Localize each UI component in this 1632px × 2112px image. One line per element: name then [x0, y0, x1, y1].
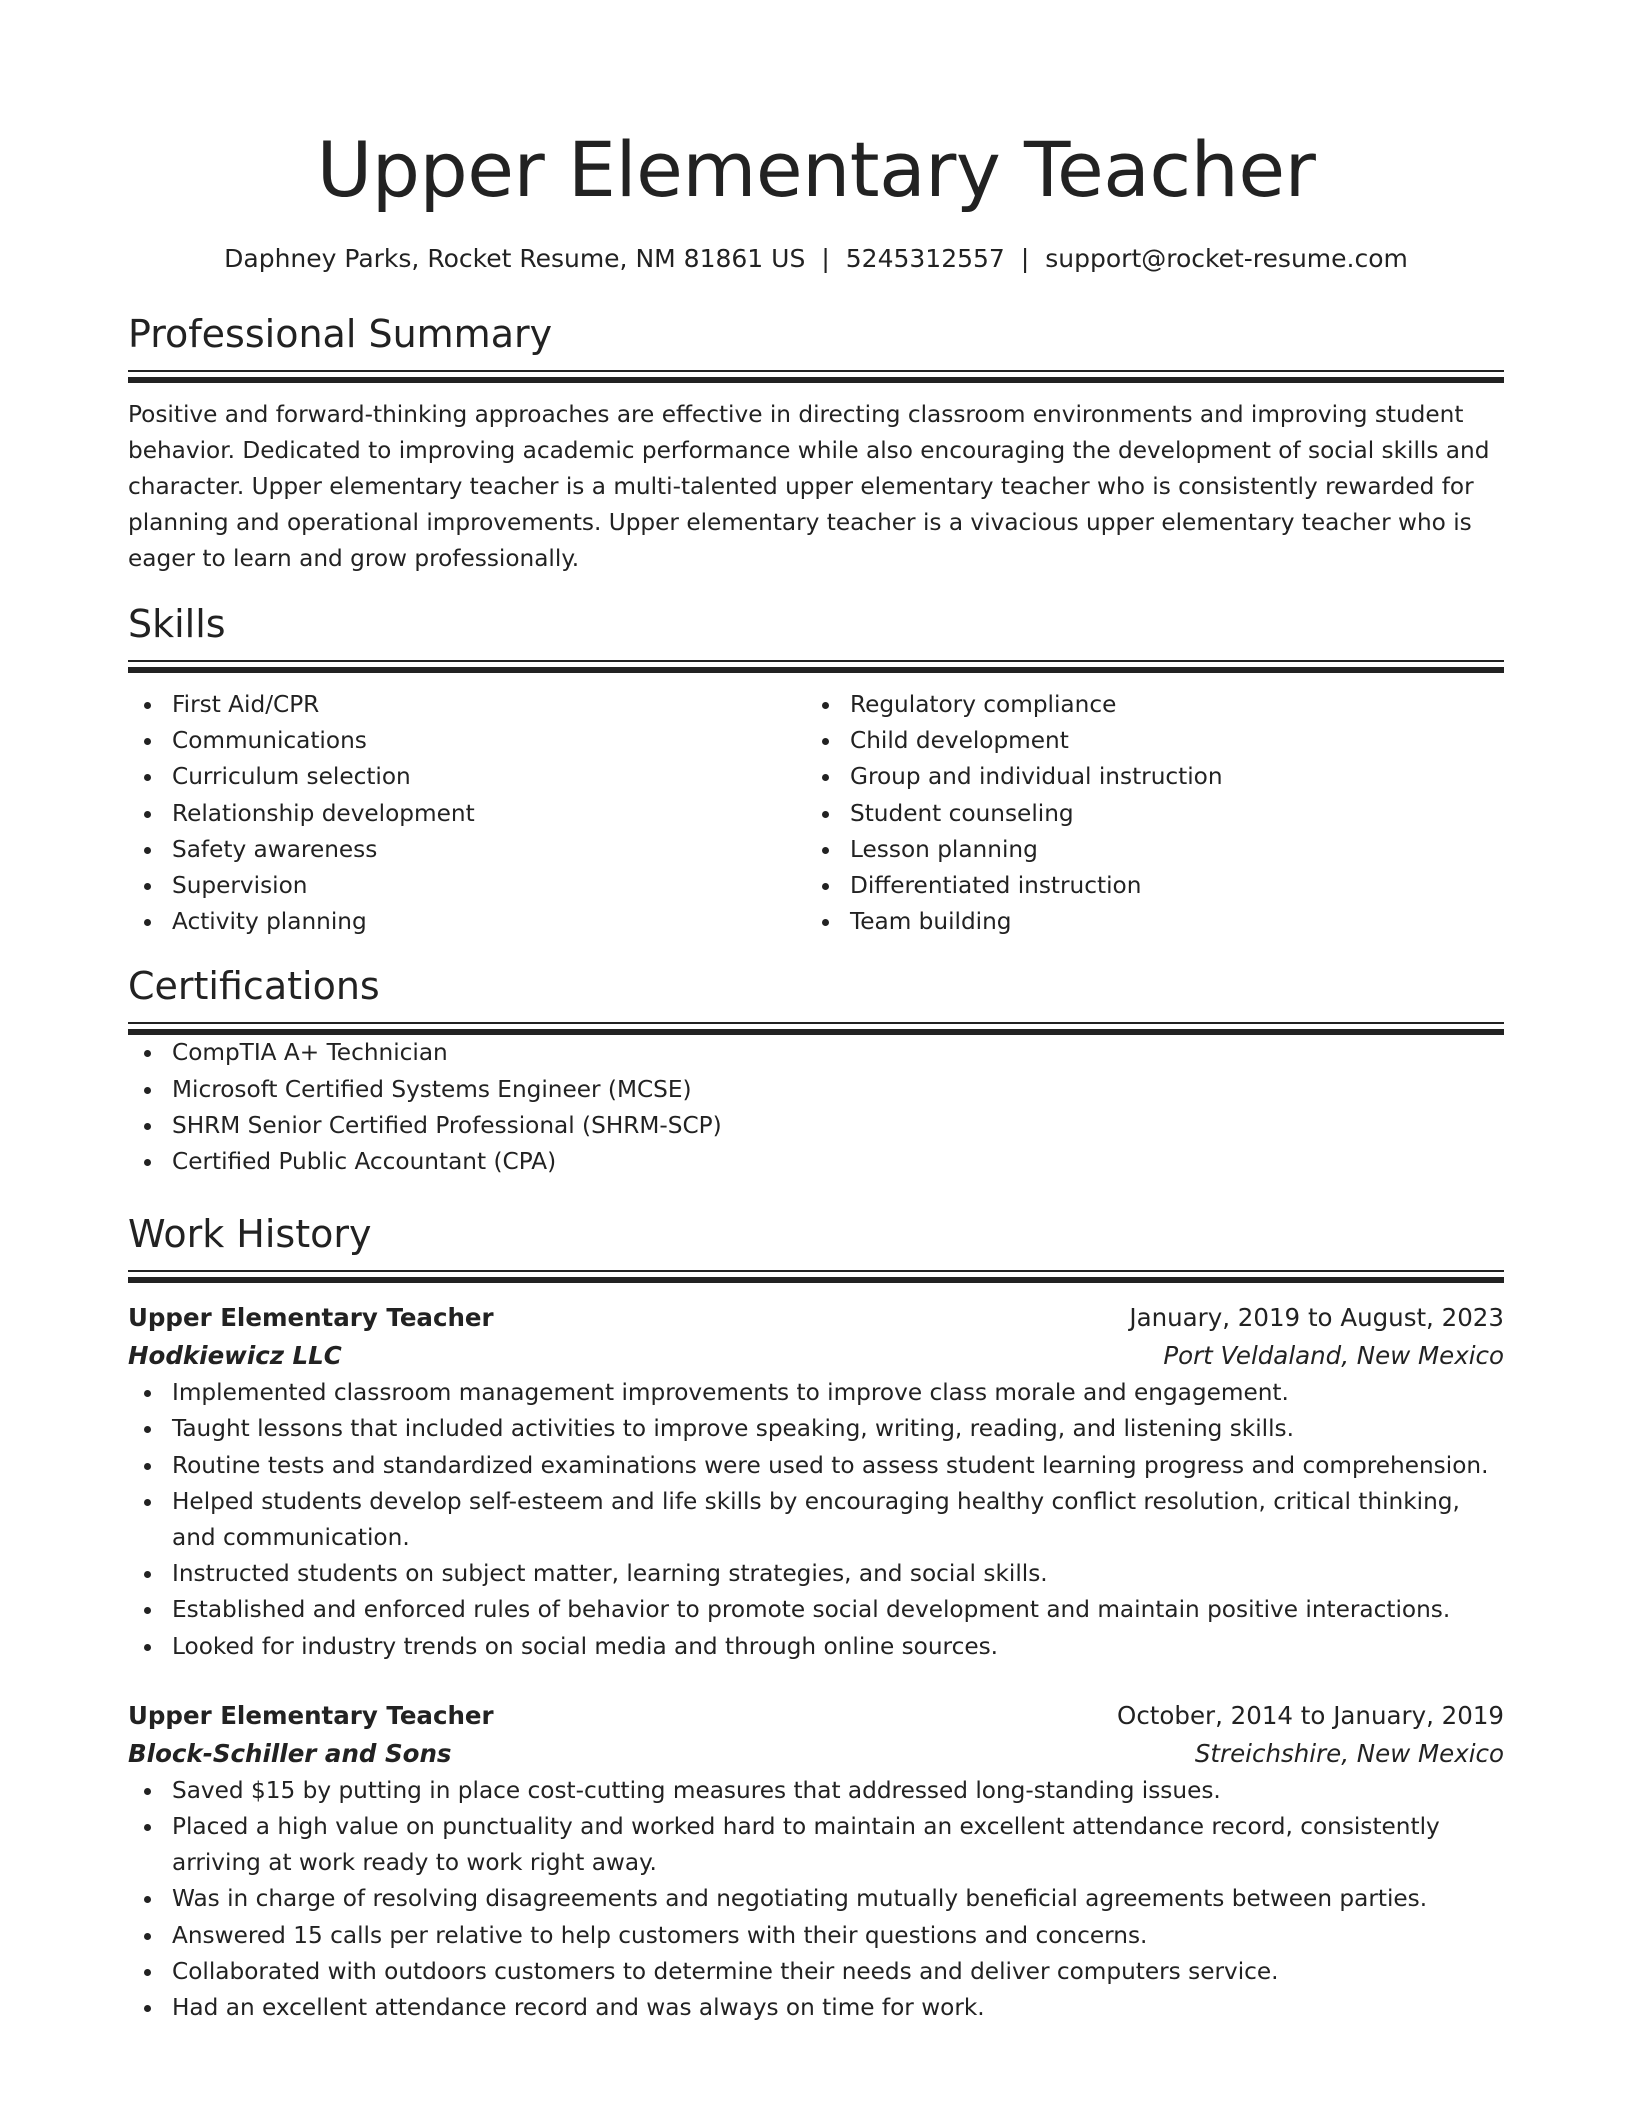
- section-divider: [128, 370, 1504, 383]
- job-subheader-row: [128, 1735, 1504, 1773]
- list-item: Helped students develop self-esteem and life skills by encouraging healthy conflict resolution, critical thinking, and communication.: [128, 1484, 1504, 1556]
- job-header-row: [128, 1697, 1504, 1735]
- list-item: Had an excellent attendance record and was always on time for work.: [128, 1990, 1504, 2026]
- section-title-certifications: Certifications: [128, 964, 380, 1009]
- certifications-list: [128, 1035, 1504, 1180]
- section-title-skills: Skills: [128, 602, 226, 646]
- list-item: SHRM Senior Certified Professional (SHRM-SCP): [128, 1108, 1504, 1144]
- job-location: Streichshire, New Mexico: [1194, 1738, 1504, 1768]
- job-duties-list: [128, 1773, 1504, 2026]
- job-header-row: [128, 1299, 1504, 1337]
- list-item: Lesson planning: [806, 832, 1484, 868]
- skills-grid: [128, 687, 1504, 940]
- section-divider: [128, 660, 1504, 673]
- list-item: Supervision: [128, 868, 806, 904]
- contact-phone: 5245312557: [845, 244, 1005, 273]
- list-item: Answered 15 calls per relative to help customers with their questions and concerns.: [128, 1918, 1504, 1954]
- job-subheader-row: [128, 1337, 1504, 1375]
- contact-line: [128, 242, 1504, 276]
- list-item: Certified Public Accountant (CPA): [128, 1144, 1504, 1180]
- skills-section: [128, 600, 1504, 940]
- work-section: [128, 1210, 1504, 2026]
- resume-page: [128, 0, 1504, 2026]
- skills-list-left: [128, 687, 806, 940]
- contact-separator: |: [821, 244, 830, 273]
- list-item: Established and enforced rules of behavior to promote social development and maintain positive interactions.: [128, 1592, 1504, 1628]
- list-item: Student counseling: [806, 796, 1484, 832]
- list-item: Differentiated instruction: [806, 868, 1484, 904]
- summary-section: [128, 310, 1504, 577]
- job-dates: October, 2014 to January, 2019: [1117, 1700, 1504, 1730]
- list-item: Team building: [806, 904, 1484, 940]
- skills-list-right: [806, 687, 1484, 940]
- job-dates: January, 2019 to August, 2023: [1129, 1303, 1504, 1333]
- list-item: Routine tests and standardized examinations were used to assess student learning progress and comprehension.: [128, 1448, 1504, 1484]
- list-item: Placed a high value on punctuality and worked hard to maintain an excellent attendance record, consistently arriving at work ready to work right away.: [128, 1809, 1504, 1881]
- skills-column-right: [806, 687, 1484, 940]
- section-divider: [128, 1022, 1504, 1035]
- list-item: CompTIA A+ Technician: [128, 1035, 1504, 1071]
- job-company: Hodkiewicz LLC: [128, 1341, 342, 1371]
- skills-column-left: [128, 687, 806, 940]
- section-title-summary: Professional Summary: [128, 312, 553, 356]
- list-item: Curriculum selection: [128, 759, 806, 795]
- contact-address: Daphney Parks, Rocket Resume, NM 81861 US: [224, 244, 806, 273]
- list-item: Collaborated with outdoors customers to determine their needs and deliver computers service.: [128, 1954, 1504, 1990]
- list-item: Regulatory compliance: [806, 687, 1484, 723]
- summary-text: Positive and forward-thinking approaches are effective in directing classroom environments and improving student behavior. Dedicated to improving academic performance while also encouraging the development of social skills and character. Upper elementary teacher is a multi-talented upper elementary teacher who is consistently rewarded for planning and operational improvements. Upper elementary teacher is a vivacious upper elementary teacher who is eager to learn and grow professionally.: [128, 401, 1490, 572]
- resume-title: Upper Elementary Teacher: [316, 125, 1316, 214]
- job-title: Upper Elementary Teacher: [128, 1700, 494, 1730]
- contact-email: support@rocket-resume.com: [1045, 244, 1408, 273]
- job-entry: [128, 1299, 1504, 1665]
- job-entry: [128, 1697, 1504, 2026]
- list-item: Child development: [806, 723, 1484, 759]
- job-duties-list: [128, 1375, 1504, 1665]
- jobs-list: [128, 1299, 1504, 2026]
- section-divider: [128, 1270, 1504, 1283]
- list-item: Safety awareness: [128, 832, 806, 868]
- list-item: Group and individual instruction: [806, 759, 1484, 795]
- list-item: Looked for industry trends on social media and through online sources.: [128, 1629, 1504, 1665]
- section-title-work: Work History: [128, 1212, 372, 1257]
- job-company: Block-Schiller and Sons: [128, 1738, 452, 1768]
- job-location: Port Veldaland, New Mexico: [1163, 1341, 1504, 1371]
- certifications-section: [128, 962, 1504, 1180]
- list-item: Instructed students on subject matter, learning strategies, and social skills.: [128, 1556, 1504, 1592]
- list-item: Microsoft Certified Systems Engineer (MCSE): [128, 1072, 1504, 1108]
- list-item: Was in charge of resolving disagreements and negotiating mutually beneficial agreements between parties.: [128, 1881, 1504, 1917]
- list-item: Implemented classroom management improvements to improve class morale and engagement.: [128, 1375, 1504, 1411]
- list-item: Taught lessons that included activities to improve speaking, writing, reading, and listening skills.: [128, 1411, 1504, 1447]
- list-item: Activity planning: [128, 904, 806, 940]
- contact-separator: |: [1020, 244, 1030, 273]
- list-item: Relationship development: [128, 796, 806, 832]
- job-title: Upper Elementary Teacher: [128, 1303, 494, 1333]
- list-item: Saved $15 by putting in place cost-cutting measures that addressed long-standing issues.: [128, 1773, 1504, 1809]
- list-item: First Aid/CPR: [128, 687, 806, 723]
- list-item: Communications: [128, 723, 806, 759]
